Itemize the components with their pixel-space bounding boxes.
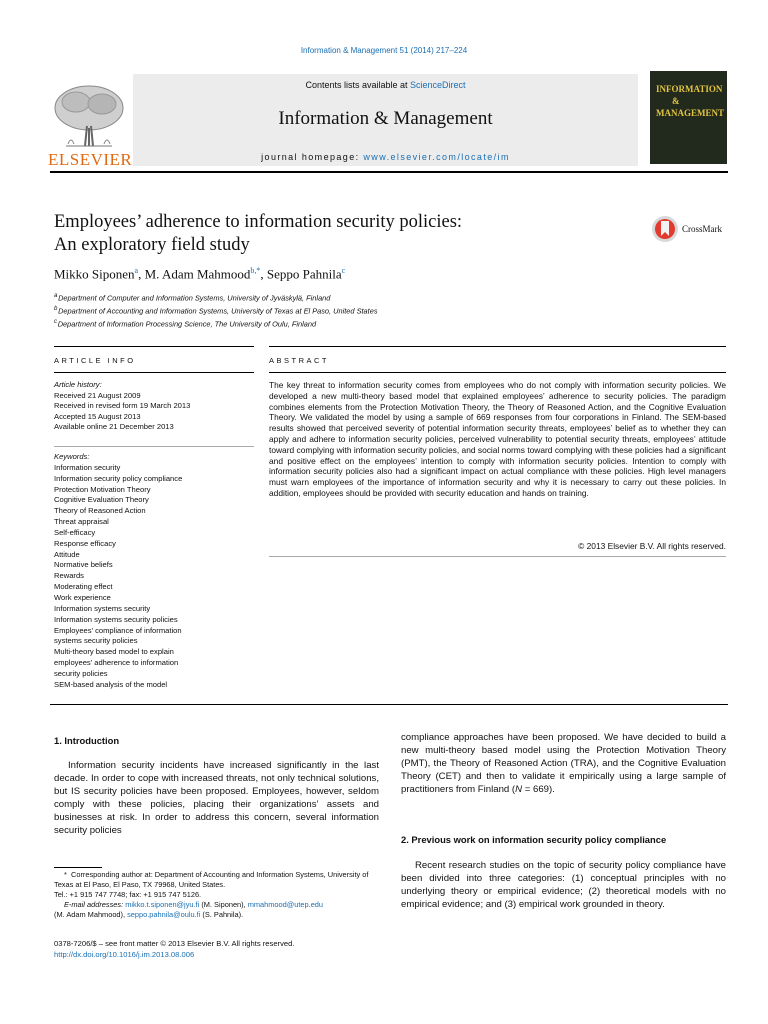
author-list: Mikko Siponen$^a$, M. Adam Mahmood$^{b,*}$, Seppo Pahnila$^c$ [54,266,346,282]
section-heading-introduction: 1. Introduction [54,735,120,746]
affiliation [54,304,378,317]
keyword: Normative beliefs [54,560,113,570]
keyword: Information security [54,462,121,472]
keyword: security policies [54,668,108,678]
email-owner: (S. Pahnila). [200,910,244,919]
keyword: Response efficacy [54,538,116,548]
affiliation [54,291,378,304]
sciencedirect-link[interactable]: ScienceDirect [410,80,466,90]
abstract-text: The key threat to information security comes from employees who do not comply with information security policies. We developed a new multi-theory based model that explained employees’ adherence to security policies. The paradigm combines elements from the Protection Motivation Theory, the Theory of Reasoned Action, and the Cognitive Evaluation Theory. We validated the model by using a sample of 669 responses from four corporations in Finland. The SEM-based results showed that perceived severity of potential information security threats, employees’ belief as to whether they can apply and adhere to information security policies, perceived vulnerability to potential security threats, employees’ attitude toward complying with information security policies, and social norms toward complying with these policies had a significant and positive effect on the employees’ intention to comply with information security policies. Intention to comply with information security policies also had a significant impact on actual compliance with these policies. High level managers must warn employees of the importance of information security and why it is necessary to carry out these policies. In addition, employees should be provided with security education and hands on training. [269,380,726,498]
email-label: E-mail addresses: [64,900,126,909]
affiliation-sup: b [54,304,58,312]
doi-link[interactable]: http://dx.doi.org/10.1016/j.im.2013.08.006 [54,949,195,959]
history-heading: Article history: [54,380,102,389]
abstract-heading: ABSTRACT [269,356,330,365]
keyword: Cognitive Evaluation Theory [54,495,149,505]
section-heading-previous-work: 2. Previous work on information security policy compliance [401,834,667,845]
para-text: = 669). [522,784,555,795]
email-owner: (M. Adam Mahmood), [54,910,128,919]
author-name: Mikko Siponen [54,266,135,282]
affiliation-text: Department of Information Processing Science, The University of Oulu, Finland [57,319,317,329]
article-info-rule [54,346,254,347]
footnote-rule [54,867,102,868]
crossmark-label: CrossMark [682,224,722,234]
author-affil-sup[interactable]: b,* [250,266,261,275]
footnote-emails [54,900,384,910]
cover-title-line: INFORMATION [656,84,723,94]
keyword: Self-efficacy [54,527,96,537]
article-info-subrule [54,372,254,373]
elsevier-wordmark: ELSEVIER [48,150,133,169]
affiliation-text: Department of Accounting and Information Systems, University of Texas at El Paso, United States [58,306,378,316]
journal-homepage [133,152,638,162]
history-item: Received 21 August 2009 [54,390,141,400]
header-rule [50,171,728,173]
journal-citation-link[interactable]: Information & Management 51 (2014) 217–224 [300,46,468,55]
article-info-heading: ARTICLE INFO [54,356,136,365]
introduction-paragraph-continued [401,731,726,796]
footnote-star: * [64,870,67,879]
keyword: Information systems security policies [54,614,178,624]
author-affil-sup[interactable]: c [341,266,346,275]
footnote-tel: Tel.: +1 915 747 7748; fax: +1 915 747 5126. [54,890,202,899]
keyword: systems security policies [54,636,138,646]
keyword: Moderating effect [54,582,113,592]
keyword: Work experience [54,592,111,602]
journal-title: Information & Management [278,108,493,129]
keywords-heading: Keywords: [54,452,90,461]
history-item: Accepted 15 August 2013 [54,411,141,421]
front-matter-end-rule [50,704,728,705]
keyword: SEM-based analysis of the model [54,679,168,689]
sample-size-symbol: N [515,784,523,795]
abstract-rule [269,346,726,347]
affiliation [54,317,378,330]
keyword: Protection Motivation Theory [54,484,151,494]
keyword: Rewards [54,571,84,581]
keyword: Information security policy compliance [54,473,183,483]
issn-line: 0378-7206/$ – see front matter © 2013 Elsevier B.V. All rights reserved. [54,939,295,948]
keyword: Threat appraisal [54,517,109,527]
previous-work-paragraph: Recent research studies on the topic of security policy compliance have been divided into three categories: (1) conceptual principles with no underlying theory or empirical evidence; (2) theoretical models with no empirical evidence; and (3) empirical work grounded in theory. [401,860,726,910]
keyword: Multi-theory based model to explain [54,647,174,657]
journal-cover-image [650,71,727,164]
history-item: Available online 21 December 2013 [54,422,174,431]
affiliation-sup: c [54,317,58,325]
affiliation-list [54,291,378,330]
contents-line [133,80,638,90]
article-title-line: Employees’ adherence to information security policies: [54,212,463,232]
author-name: Seppo Pahnila [266,266,342,282]
footnote-line [54,870,384,890]
affiliation-text: Department of Computer and Information Systems, University of Jyväskylä, Finland [58,293,331,303]
affiliation-sup: a [54,292,58,299]
footnote-text: Corresponding author at: Department of Accounting and Information Systems, University of Texas at El Paso, El Paso, TX 79968, United States. [54,870,369,889]
abstract-end-rule [269,556,726,557]
keyword: Employees’ compliance of information [54,625,182,635]
keyword: employees’ adherence to information [54,658,179,668]
author-affil-sup[interactable]: a [134,266,139,275]
keyword-list [54,452,254,691]
history-item: Received in revised form 19 March 2013 [54,401,191,410]
email-link[interactable]: mmahmood@utep.edu [247,900,324,909]
keywords-rule [54,446,254,447]
abstract-subrule [269,372,726,373]
email-link[interactable]: seppo.pahnila@oulu.fi [127,910,201,919]
cover-title-line: MANAGEMENT [656,108,724,118]
email-link[interactable]: mikko.t.siponen@jyu.fi [125,900,200,909]
keyword: Attitude [54,549,80,559]
article-title-line: An exploratory field study [54,235,250,255]
homepage-prefix: journal homepage: [261,152,364,162]
footnote-emails-cont [54,910,384,920]
abstract-copyright: © 2013 Elsevier B.V. All rights reserved. [578,541,726,551]
article-title [54,211,614,257]
homepage-link[interactable]: www.elsevier.com/locate/im [363,152,510,162]
author-name: M. Adam Mahmood [144,266,251,282]
cover-title-line: & [672,96,680,106]
contents-prefix: Contents lists available at [305,80,411,90]
keyword: Theory of Reasoned Action [54,506,146,516]
article-history [54,380,190,433]
introduction-paragraph: Information security incidents have increased significantly in the last decade. In order to cope with increased threats, not only technical solutions, but IS security policies have been proposed. Employees, however, seldom comply with these policies, placing their organizations’ assets and businesses at risk. In order to address this concern, several information security policies [54,760,379,836]
corresponding-author-footnote [54,870,384,920]
email-owner: (M. Siponen), [199,900,248,909]
issn-block [54,939,294,960]
para-text: compliance approaches have been proposed. We have decided to build a new multi-theory based model using the Protection Motivation Theory (PMT), the Theory of Reasoned Action (TRA), and the Cognitive Evaluation Theory (CET) and then to validate it empirically using a large sample of practitioners from Finland ( [401,732,726,795]
keyword: Information systems security [54,603,151,613]
